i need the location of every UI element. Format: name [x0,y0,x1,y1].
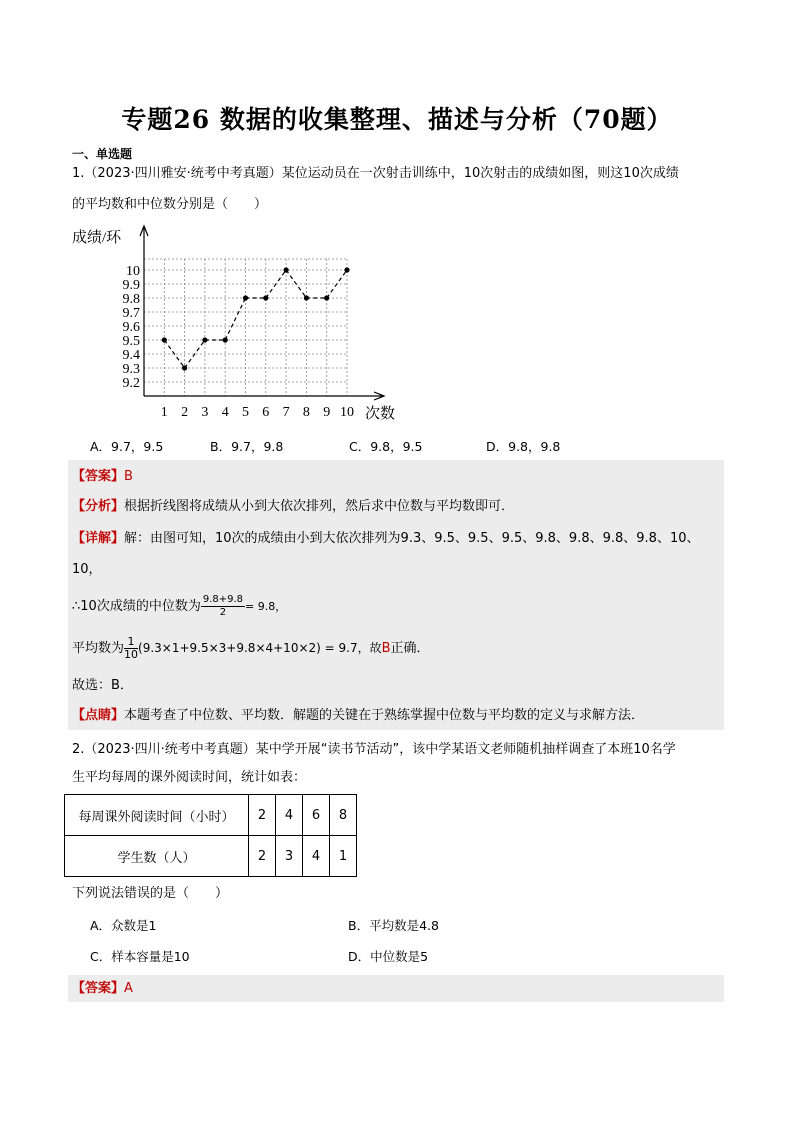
series-segment [225,298,245,340]
q2-option-c: C．样本容量是10 [90,949,190,964]
x-tick-label: 2 [181,405,189,420]
q1-mean-line [72,636,430,661]
data-point [162,337,167,342]
table-row [65,836,357,877]
y-tick-label: 9.6 [122,320,140,335]
mean-denominator: 10 [124,648,139,661]
x-tick-label: 5 [242,405,249,420]
q1-option-b: B．9.7，9.8 [210,439,284,454]
x-tick-label: 4 [221,405,229,420]
mean-numerator: 1 [124,636,138,649]
y-tick-label: 9.5 [122,334,140,349]
reading-time-table [64,794,357,877]
median-prefix: ∴10次成绩的中位数为 [72,599,201,614]
q1-analysis [72,497,514,517]
data-point [202,337,207,342]
q1-option-c: C．9.8，9.5 [349,439,423,454]
q2-prompt: 下列说法错误的是（ ） [72,886,229,901]
table-row-label: 学生数（人） [65,836,249,877]
q2-option-d: D．中位数是5 [348,949,429,964]
chart-series [162,267,350,370]
data-point [263,295,268,300]
data-point [344,267,349,272]
mean-fraction [124,636,138,661]
table-cell: 2 [249,836,276,877]
data-point [223,337,228,342]
q2-stem-line1: 2.（2023·四川·统考中考真题）某中学开展“读书节活动”，该中学某语文老师随机抽样调查了本班10名学 [72,742,676,757]
chart-y-ticks [123,264,141,391]
analysis-text: 根据折线图将成绩从小到大依次排列，然后求中位数与平均数即可． [124,499,515,514]
y-tick-label: 9.4 [122,348,140,363]
median-denominator: 2 [219,607,227,618]
answer-value: B [124,469,133,484]
q1-detail [72,529,700,549]
chart-x-ticks [161,405,354,420]
table-row-label: 每周课外阅读时间（小时） [65,795,249,836]
median-suffix: = 9.8， [245,600,287,613]
comment-tag: 【点睛】 [72,708,125,723]
chart-xlabel: 次数 [365,406,396,422]
mean-expression: (9.3×1+9.5×3+9.8×4+10×2) = 9.7，故 [138,641,382,655]
data-point [284,267,289,272]
y-tick-label: 9.3 [122,362,140,377]
table-cell: 4 [303,836,330,877]
q1-median-line [72,594,286,619]
q1-option-d: D．9.8，9.8 [486,439,561,454]
q1-stem-line2: 的平均数和中位数分别是（ ） [72,197,268,212]
table-cell: 4 [276,795,303,836]
table-row [65,795,357,836]
x-tick-label: 8 [302,405,310,420]
x-tick-label: 6 [262,405,270,420]
y-tick-label: 9.8 [122,292,140,307]
answer-value: A [124,981,133,996]
x-tick-label: 3 [201,405,209,420]
q2-answer [72,979,133,999]
q1-answer [72,467,133,487]
y-tick-label: 9.2 [122,376,140,391]
data-point [304,295,309,300]
q2-option-b: B．平均数是4.8 [348,918,439,933]
y-tick-label: 9.7 [122,306,140,321]
data-point [243,295,248,300]
data-point [324,295,329,300]
chart-ylabel: 成绩/环 [72,230,122,246]
page-title: 专题26 数据的收集整理、描述与分析（70题） [121,105,673,134]
mean-prefix: 平均数为 [72,641,125,656]
q2-option-a: A．众数是1 [90,918,157,933]
q1-option-a: A．9.7，9.5 [90,439,164,454]
q2-solution-box [68,975,724,1002]
answer-tag: 【答案】 [72,981,125,996]
median-numerator: 9.8+9.8 [202,594,244,605]
q1-comment [72,706,644,726]
x-tick-label: 10 [340,405,354,420]
table-cell: 1 [330,836,357,877]
x-tick-label: 7 [282,405,290,420]
y-tick-label: 10 [126,264,140,279]
q1-stem-line1: 1.（2023·四川雅安·统考中考真题）某位运动员在一次射击训练中，10次射击的成绩如图，则这10次成绩 [72,166,679,181]
score-line-chart [70,222,410,426]
detail-tag: 【详解】 [72,531,125,546]
table-cell: 3 [276,836,303,877]
median-fraction [201,594,245,619]
detail-text-line1: 解：由图可知，10次的成绩由小到大依次排列为9.3、9.5、9.5、9.5、9.8、9.8、9.8、9.8、10、 [124,531,700,546]
section-heading: 一、单选题 [72,147,133,161]
table-cell: 8 [330,795,357,836]
data-point [182,365,187,370]
analysis-tag: 【分析】 [72,499,125,514]
table-cell: 6 [303,795,330,836]
mean-letter: B [381,641,391,656]
chart-grid [144,259,347,396]
q1-choose: 故选：B． [72,678,133,693]
answer-tag: 【答案】 [72,469,125,484]
detail-text-line2: 10， [72,562,102,577]
q2-stem-line2: 生平均每周的课外阅读时间，统计如表： [72,770,307,785]
mean-suffix: 正确． [390,641,430,656]
x-tick-label: 9 [323,405,331,420]
y-tick-label: 9.9 [122,278,140,293]
x-tick-label: 1 [160,405,168,420]
comment-text: 本题考查了中位数、平均数．解题的关键在于熟练掌握中位数与平均数的定义与求解方法． [124,708,645,723]
table-cell: 2 [249,795,276,836]
